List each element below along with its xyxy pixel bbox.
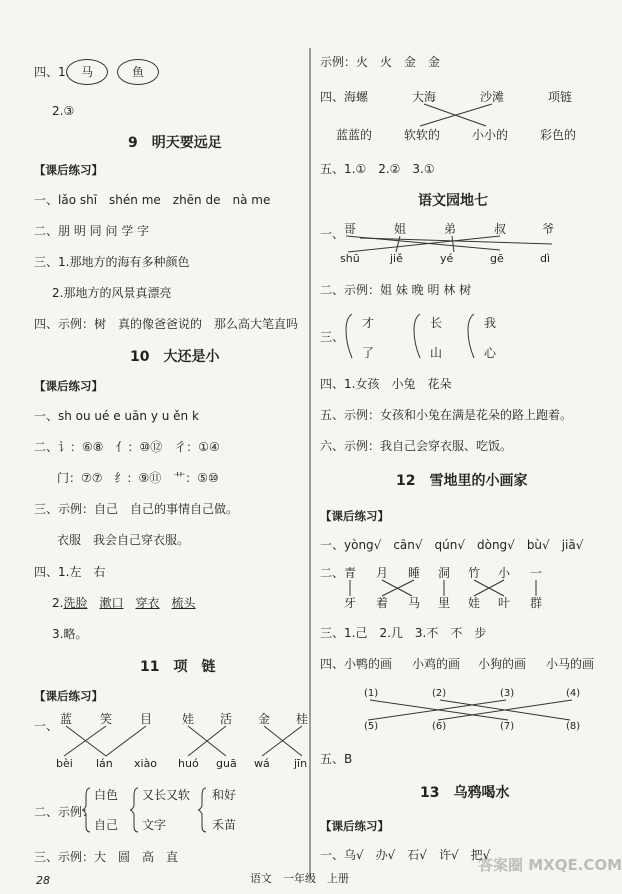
match-top: 青 bbox=[344, 566, 357, 580]
lesson11-section: 【课后练习】 bbox=[34, 689, 103, 703]
lesson9-q1: 一、lǎo shī shén me zhēn de nà me bbox=[34, 193, 271, 207]
lesson10-q3a: 三、示例：自己 自己的事情自己做。 bbox=[34, 502, 239, 516]
match-pinyin: yé bbox=[440, 252, 454, 265]
lesson13-q1: 一、乌√ 办√ 石√ 许√ 把√ bbox=[320, 848, 491, 862]
match-bottom: 娃 bbox=[468, 596, 481, 610]
oval-answer-2: 鱼 bbox=[117, 59, 159, 85]
match-pinyin: gē bbox=[490, 252, 504, 265]
match-char: 金 bbox=[258, 712, 271, 726]
match-top: 小鸡的画 bbox=[412, 657, 461, 671]
match-pinyin: shū bbox=[340, 252, 360, 265]
match-bottom: 里 bbox=[438, 596, 451, 610]
lesson12-q4-prefix: 四、 bbox=[320, 657, 345, 671]
lesson9-q4: 四、示例：树 真的像爸爸说的 那么高大笔直吗 bbox=[34, 317, 299, 331]
yuwen7-q6: 六、示例：我自己会穿衣服、吃饭。 bbox=[320, 439, 513, 453]
lesson10-q2a: 二、讠：⑥⑧ 亻：⑩⑫ 彳：①④ bbox=[34, 440, 220, 454]
lesson13-title: 13 乌鸦喝水 bbox=[420, 785, 510, 801]
match-top: 洞 bbox=[438, 566, 451, 580]
match-pinyin: bèi bbox=[56, 757, 73, 770]
group-word: 和好 bbox=[212, 788, 237, 802]
footer-text: 语文 一年级 上册 bbox=[250, 872, 349, 885]
match-pinyin: jīn bbox=[294, 757, 308, 770]
match-char: 蓝 bbox=[60, 712, 73, 726]
q4-2: 2.③ bbox=[52, 104, 75, 118]
group-word: 又长又软 bbox=[142, 788, 191, 802]
word-1: 洗脸 bbox=[63, 596, 88, 610]
match-slot: (3) bbox=[500, 688, 515, 699]
match-top: 大海 bbox=[412, 90, 437, 104]
match-pinyin: dì bbox=[540, 252, 551, 265]
match-slot: (2) bbox=[432, 688, 447, 699]
match-bottom: 叶 bbox=[498, 596, 511, 610]
watermark: 答案圈 MXQE.COM bbox=[478, 856, 622, 874]
lesson12-section: 【课后练习】 bbox=[320, 509, 389, 523]
match-slot: (6) bbox=[432, 721, 447, 732]
match-bottom: 群 bbox=[530, 596, 543, 610]
match-slot: (7) bbox=[500, 721, 515, 732]
match-pinyin: lán bbox=[96, 757, 113, 770]
oval-answer-1: 马 bbox=[66, 59, 108, 85]
radical-char: 长 bbox=[430, 316, 443, 330]
match-bottom: 小小的 bbox=[472, 128, 509, 142]
lesson12-q4-lines bbox=[368, 700, 572, 720]
group-word: 禾苗 bbox=[212, 818, 237, 832]
r-q5: 五、1.① 2.② 3.① bbox=[320, 162, 435, 176]
match-char: 弟 bbox=[444, 222, 457, 236]
match-slot: (5) bbox=[364, 721, 379, 732]
match-slot: (4) bbox=[566, 688, 581, 699]
match-char: 姐 bbox=[394, 222, 407, 236]
lesson11-q2-prefix: 二、示例： bbox=[34, 805, 95, 819]
match-slot: (8) bbox=[566, 721, 581, 732]
q4-1-prefix: 四、1. bbox=[34, 65, 70, 79]
lesson12-q5: 五、B bbox=[320, 752, 353, 766]
lesson10-q2b: 门：⑦⑦ 纟：⑨⑪ 艹：⑤⑩ bbox=[57, 471, 219, 485]
lesson9-section: 【课后练习】 bbox=[34, 163, 103, 177]
match-top: 小马的画 bbox=[546, 657, 595, 671]
match-pinyin: xiào bbox=[134, 757, 158, 770]
lesson11-braces bbox=[82, 788, 206, 832]
lesson12-q1: 一、yòng√ cān√ qún√ dòng√ bù√ jiā√ bbox=[320, 538, 584, 552]
match-char: 哥 bbox=[344, 222, 357, 236]
lesson10-q4c: 3.略。 bbox=[52, 627, 88, 641]
yuwen7-q1-prefix: 一、 bbox=[320, 227, 345, 241]
match-bottom: 软软的 bbox=[404, 128, 441, 142]
lesson11-q1-prefix: 一、 bbox=[34, 719, 59, 733]
lesson9-title: 9 明天要远足 bbox=[128, 135, 222, 151]
match-top: 月 bbox=[376, 566, 389, 580]
radical-char: 了 bbox=[362, 346, 375, 360]
group-word: 文字 bbox=[142, 818, 167, 832]
match-top: 小鸭的画 bbox=[344, 657, 393, 671]
lesson13-section: 【课后练习】 bbox=[320, 819, 389, 833]
match-char: 目 bbox=[140, 712, 153, 726]
match-pinyin: huó bbox=[178, 757, 199, 770]
group-word: 白色 bbox=[94, 788, 119, 802]
match-top: 一 bbox=[530, 566, 543, 580]
page-number: 28 bbox=[36, 874, 50, 887]
lesson12-q2-prefix: 二、 bbox=[320, 566, 345, 580]
match-top: 小 bbox=[498, 566, 511, 580]
radical-char: 我 bbox=[484, 316, 497, 330]
q4b-prefix: 2. bbox=[52, 596, 64, 610]
match-pinyin: guā bbox=[216, 757, 237, 770]
lesson12-match-lines bbox=[350, 580, 536, 596]
match-char: 笑 bbox=[100, 712, 113, 726]
word-3: 穿衣 bbox=[135, 596, 160, 610]
lesson9-q3-1: 三、1.那地方的海有多种颜色 bbox=[34, 255, 190, 269]
yuwen7-q4: 四、1.女孩 小兔 花朵 bbox=[320, 377, 452, 391]
example-line: 示例：火 火 金 金 bbox=[320, 55, 441, 69]
lesson9-q2: 二、朋 明 同 问 学 字 bbox=[34, 224, 150, 238]
lesson10-section: 【课后练习】 bbox=[34, 379, 103, 393]
lesson9-q3-2: 2.那地方的风景真漂亮 bbox=[52, 286, 172, 300]
yuwen7-match-lines bbox=[346, 236, 552, 252]
r-q4-prefix: 四、 bbox=[320, 90, 345, 104]
yuwen7-q5: 五、示例：女孩和小兔在满是花朵的路上跑着。 bbox=[320, 408, 573, 422]
match-pinyin: wá bbox=[254, 757, 270, 770]
match-char: 爷 bbox=[542, 222, 555, 236]
match-char: 桂 bbox=[296, 712, 309, 726]
match-char: 活 bbox=[220, 712, 233, 726]
yuwen7-q2: 二、示例：姐 妹 晚 明 林 树 bbox=[320, 283, 472, 297]
yuwen7-brackets bbox=[346, 314, 474, 358]
match-bottom: 牙 bbox=[344, 596, 357, 610]
lesson11-q3: 三、示例：大 圆 高 直 bbox=[34, 850, 179, 864]
match-slot: (1) bbox=[364, 688, 379, 699]
match-bottom: 着 bbox=[376, 596, 389, 610]
match-top: 海螺 bbox=[344, 90, 369, 104]
match-bottom: 马 bbox=[408, 596, 421, 610]
word-2: 漱口 bbox=[99, 596, 124, 610]
radical-char: 山 bbox=[430, 346, 443, 360]
match-top: 睡 bbox=[408, 566, 421, 580]
group-word: 自己 bbox=[94, 818, 119, 832]
lesson10-title: 10 大还是小 bbox=[130, 349, 220, 365]
lesson10-q4a: 四、1.左 右 bbox=[34, 565, 106, 579]
match-pinyin: jiě bbox=[390, 252, 403, 265]
lesson12-title: 12 雪地里的小画家 bbox=[396, 473, 528, 489]
lesson11-match-lines bbox=[64, 726, 302, 756]
radical-char: 心 bbox=[484, 346, 497, 360]
match-char: 叔 bbox=[494, 222, 507, 236]
word-4: 梳头 bbox=[171, 596, 196, 610]
match-top: 竹 bbox=[468, 566, 481, 580]
q4-match-lines bbox=[420, 104, 492, 126]
match-char: 娃 bbox=[182, 712, 195, 726]
lesson10-q3b: 衣服 我会自己穿衣服。 bbox=[57, 533, 190, 547]
yuwen7-title: 语文园地七 bbox=[418, 193, 488, 209]
yuwen7-q3-prefix: 三、 bbox=[320, 330, 345, 344]
match-top: 沙滩 bbox=[480, 90, 505, 104]
match-bottom: 彩色的 bbox=[540, 128, 577, 142]
lesson11-title: 11 项 链 bbox=[140, 659, 216, 675]
lesson10-q1: 一、sh ou ué e uān y u ěn k bbox=[34, 409, 199, 423]
match-top: 项链 bbox=[548, 90, 573, 104]
lesson12-q3: 三、1.己 2.几 3.不 不 步 bbox=[320, 626, 487, 640]
match-top: 小狗的画 bbox=[478, 657, 527, 671]
match-bottom: 蓝蓝的 bbox=[336, 128, 373, 142]
radical-char: 才 bbox=[362, 316, 375, 330]
